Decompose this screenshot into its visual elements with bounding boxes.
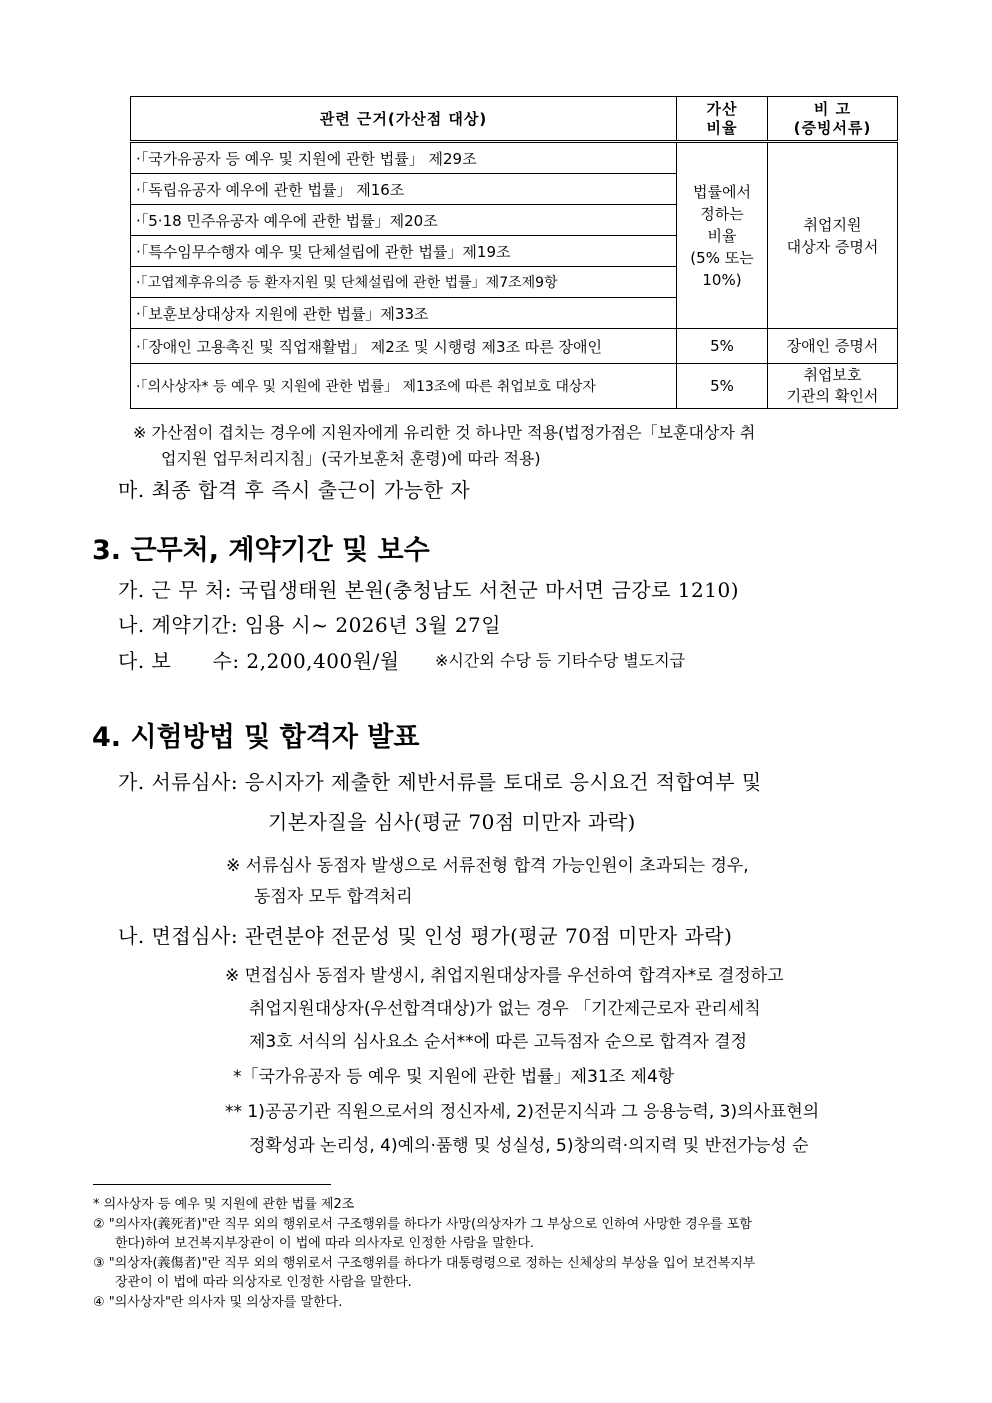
- section-3-title: 3. 근무처, 계약기간 및 보수: [92, 535, 430, 566]
- group-ratio-line: 법률에서: [693, 182, 751, 201]
- footnote-1: * 의사상자 등 예우 및 지원에 관한 법률 제2조: [93, 1197, 355, 1212]
- item-ma: 마. 최종 합격 후 즉시 출근이 가능한 자: [118, 478, 471, 502]
- document-review-line2: 기본자질을 심사(평균 70점 미만자 과락): [268, 810, 636, 834]
- section-4-title: 4. 시험방법 및 합격자 발표: [92, 722, 420, 753]
- bonus-note-line2: 업지원 업무처리지침」(국가보훈처 훈령)에 따라 적용): [161, 449, 541, 468]
- section-3-salary-note: ※시간외 수당 등 기타수당 별도지급: [435, 651, 686, 670]
- header-remark: [768, 97, 898, 142]
- footnote-3-line2: 장관이 이 법에 따라 의상자로 인정한 사람을 말한다.: [115, 1275, 412, 1290]
- header-remark-line1: 비 고: [813, 99, 852, 118]
- interview-double-star-line2: 정확성과 논리성, 4)예의·품행 및 성실성, 5)창의력·의지력 및 반전가능성 순: [249, 1136, 809, 1156]
- law-cell: ·「국가유공자 등 예우 및 지원에 관한 법률」 제29조: [131, 142, 677, 174]
- law-cell: ·「특수임무수행자 예우 및 단체설립에 관한 법률」제19조: [131, 236, 677, 267]
- interview-double-star-line1: ** 1)공공기관 직원으로서의 정신자세, 2)전문지식과 그 응용능력, 3)의사표현의: [225, 1102, 820, 1122]
- header-ratio-line2: 비율: [706, 118, 738, 137]
- righteous-remark-cell: [768, 364, 898, 409]
- righteous-ratio-cell: 5%: [677, 364, 768, 409]
- righteous-remark-line: 취업보호: [803, 366, 862, 384]
- disabled-basis-cell: ·「장애인 고용촉진 및 직업재활법」 제2조 및 시행령 제3조 따른 장애인: [131, 329, 677, 364]
- law-cell: ·「보훈보상대상자 지원에 관한 법률」제33조: [131, 298, 677, 329]
- table-row: [131, 142, 898, 174]
- group-ratio-line: 비율: [707, 226, 737, 245]
- header-ratio-line1: 가산: [706, 99, 738, 118]
- group-remark-cell: [768, 142, 898, 329]
- header-ratio: [677, 97, 768, 142]
- disabled-remark-cell: 장애인 증명서: [768, 329, 898, 364]
- table-row-disabled: [131, 329, 898, 364]
- righteous-basis-cell: ·「의사상자* 등 예우 및 지원에 관한 법률」 제13조에 따른 취업보호 대상자: [131, 364, 677, 409]
- interview-note-line3: 제3호 서식의 심사요소 순서**에 따른 고득점자 순으로 합격자 결정: [249, 1032, 748, 1052]
- group-remark-line: 취업지원: [803, 215, 862, 234]
- footnote-3-line1: ③ "의상자(義傷者)"란 직무 외의 행위로서 구조행위를 하다가 대통령령으로 정하는 신체상의 부상을 입어 보건복지부: [93, 1256, 756, 1271]
- table-header-row: [131, 97, 898, 142]
- group-ratio-line: (5% 또는: [690, 248, 754, 267]
- footnote-2-line2: 한다)하여 보건복지부장관이 이 법에 따라 의사자로 인정한 사람을 말한다.: [115, 1236, 535, 1251]
- bonus-points-table: [130, 96, 898, 409]
- footnote-4: ④ "의사상자"란 의사자 및 의상자를 말한다.: [93, 1295, 343, 1310]
- disabled-ratio-cell: 5%: [677, 329, 768, 364]
- righteous-remark-line: 기관의 확인서: [786, 387, 879, 405]
- header-basis: 관련 근거(가산점 대상): [131, 97, 677, 142]
- group-ratio-line: 10%): [702, 270, 742, 289]
- group-ratio-cell: [677, 142, 768, 329]
- interview-note-line1: ※ 면접심사 동점자 발생시, 취업지원대상자를 우선하여 합격자*로 결정하고: [225, 966, 784, 986]
- document-review-line1: 가. 서류심사: 응시자가 제출한 제반서류를 토대로 응시요건 적합여부 및: [118, 770, 762, 794]
- header-remark-line2: (증빙서류): [793, 118, 872, 137]
- section-3-workplace: 가. 근 무 처: 국립생태원 본원(충청남도 서천군 마서면 금강로 1210): [118, 578, 739, 602]
- bonus-note-line1: ※ 가산점이 겹치는 경우에 지원자에게 유리한 것 하나만 적용(법정가점은「보훈대상자 취: [133, 423, 756, 442]
- interview-star-note: *「국가유공자 등 예우 및 지원에 관한 법률」제31조 제4항: [233, 1067, 675, 1087]
- footnote-2-line1: ② "의사자(義死者)"란 직무 외의 행위로서 구조행위를 하다가 사망(의상자가 그 부상으로 인하여 사망한 경우를 포함: [93, 1217, 752, 1232]
- group-remark-line: 대상자 증명서: [786, 237, 879, 256]
- interview-note-line2: 취업지원대상자(우선합격대상)가 없는 경우 「기간제근로자 관리세칙: [249, 999, 761, 1019]
- document-review-note-line1: ※ 서류심사 동점자 발생으로 서류전형 합격 가능인원이 초과되는 경우,: [226, 856, 749, 876]
- group-ratio-line: 정하는: [700, 204, 744, 223]
- document-review-note-line2: 동점자 모두 합격처리: [254, 887, 413, 907]
- footnote-divider: [93, 1184, 331, 1185]
- section-3-contract-period: 나. 계약기간: 임용 시~ 2026년 3월 27일: [118, 613, 502, 637]
- law-cell: ·「독립유공자 예우에 관한 법률」 제16조: [131, 174, 677, 205]
- table-row-righteous: [131, 364, 898, 409]
- law-cell: ·「5·18 민주유공자 예우에 관한 법률」제20조: [131, 205, 677, 236]
- interview-line: 나. 면접심사: 관련분야 전문성 및 인성 평가(평균 70점 미만자 과락): [118, 924, 733, 948]
- section-3-salary: 다. 보 수: 2,200,400원/월: [118, 649, 400, 673]
- law-cell: ·「고엽제후유의증 등 환자지원 및 단체설립에 관한 법률」제7조제9항: [131, 267, 677, 298]
